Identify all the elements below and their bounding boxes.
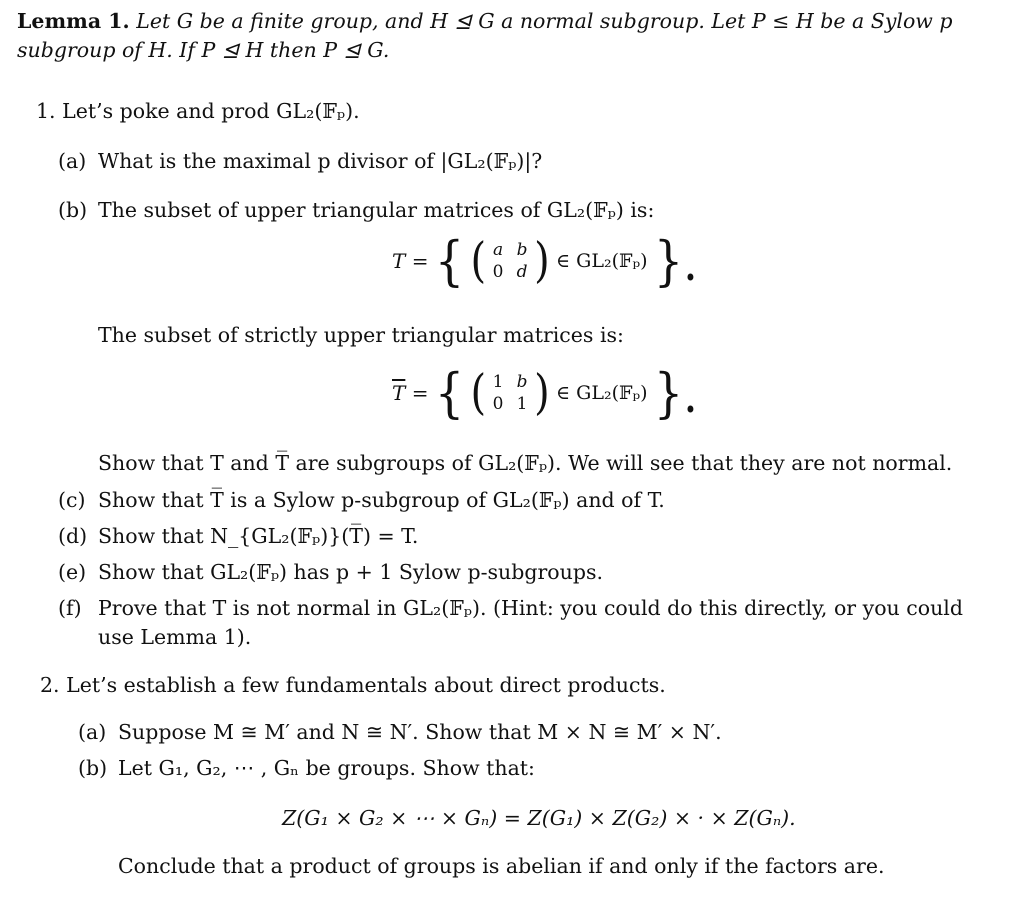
q1c <box>58 487 665 513</box>
q1a-label: (a) <box>58 149 87 173</box>
q2-heading <box>40 672 666 698</box>
lemma-statement-1: Let G be a finite group, and H ⊴ G a normal subgroup. Let P ≤ H be a Sylow p <box>136 9 953 33</box>
q2b-text: Let G₁, G₂, ⋯ , Gₙ be groups. Show that: <box>118 756 535 780</box>
eq1-rhs: ∈ GL₂(𝔽ₚ) <box>556 250 648 272</box>
equation-strict-upper-triangular <box>392 361 698 425</box>
eq1-matrix <box>486 239 534 283</box>
q1f-text-2: use Lemma 1). <box>98 625 252 649</box>
eq1-m21: 0 <box>492 262 504 282</box>
eq1-m11: a <box>493 240 504 260</box>
q1b <box>58 197 654 223</box>
eq1-m22: d <box>516 262 528 282</box>
eq2-close-brace: }. <box>653 361 698 425</box>
q2a-label: (a) <box>78 720 107 744</box>
eq2-m22: 1 <box>516 394 528 414</box>
lemma-line-1 <box>17 8 953 34</box>
eq1-close-brace: }. <box>653 229 698 293</box>
eq2-equals: = <box>411 381 429 405</box>
eq1-lhs: T = <box>392 249 429 273</box>
q1f-label: (f) <box>58 596 82 620</box>
lemma-line-2: subgroup of H. If P ⊴ H then P ⊴ G. <box>17 38 390 62</box>
eq2-m12: b <box>516 372 528 392</box>
eq1-left-paren: ( <box>470 233 487 289</box>
eq2-lhs: $\overline{T}$ <box>392 381 406 405</box>
q1f <box>58 595 963 621</box>
q1b-text-3: Show that T and T̅ are subgroups of GL₂(𝔽ₚ). We will see that they are not normal. <box>98 451 953 475</box>
q2a-text: Suppose M ≅ M′ and N ≅ N′. Show that M × N ≅ M′ × N′. <box>118 720 722 744</box>
eq2-left-paren: ( <box>470 365 487 421</box>
q1-heading <box>36 98 360 124</box>
q1b-text-2: The subset of strictly upper triangular matrices is: <box>98 323 624 347</box>
eq2-m21: 0 <box>492 394 504 414</box>
eq1-open-brace: { <box>434 229 465 293</box>
eq2-right-paren: ) <box>534 365 550 421</box>
q2b-center-equation: Z(G₁ × G₂ × ⋯ × Gₙ) = Z(G₁) × Z(G₂) × · × Z(Gₙ). <box>282 806 796 830</box>
eq2-matrix <box>486 371 534 415</box>
q1e-text: Show that GL₂(𝔽ₚ) has p + 1 Sylow p-subgroups. <box>98 560 604 584</box>
eq1-right-paren: ) <box>534 233 550 289</box>
lemma-label: Lemma 1. <box>17 9 130 33</box>
q1a <box>58 148 542 174</box>
q1b-text: The subset of upper triangular matrices of GL₂(𝔽ₚ) is: <box>98 198 655 222</box>
eq1-m12: b <box>516 240 528 260</box>
q2b-conclusion: Conclude that a product of groups is abelian if and only if the factors are. <box>118 854 885 878</box>
eq2-open-brace: { <box>434 361 465 425</box>
q1e-label: (e) <box>58 560 87 584</box>
q1c-text: Show that T̅ is a Sylow p-subgroup of GL₂(𝔽ₚ) and of T. <box>98 488 665 512</box>
q1-label: 1. <box>36 99 56 123</box>
eq2-rhs: ∈ GL₂(𝔽ₚ) <box>556 382 648 404</box>
q1-text: Let’s poke and prod GL₂(𝔽ₚ). <box>62 99 360 123</box>
q1a-text: What is the maximal p divisor of |GL₂(𝔽ₚ)|? <box>98 149 543 173</box>
q1c-label: (c) <box>58 488 86 512</box>
q2a <box>78 719 722 745</box>
q2-label: 2. <box>40 673 60 697</box>
q1e <box>58 559 603 585</box>
q1d-label: (d) <box>58 524 88 548</box>
q1b-label: (b) <box>58 198 88 222</box>
q1f-text-1: Prove that T is not normal in GL₂(𝔽ₚ). (Hint: you could do this directly, or you could <box>98 596 963 620</box>
q2-text: Let’s establish a few fundamentals about direct products. <box>66 673 666 697</box>
q1d <box>58 523 418 549</box>
eq2-m11: 1 <box>492 372 504 392</box>
equation-upper-triangular <box>392 229 698 293</box>
q1d-text: Show that N_{GL₂(𝔽ₚ)}(T̅) = T. <box>98 524 419 548</box>
q2b-label: (b) <box>78 756 108 780</box>
q2b <box>78 755 535 781</box>
